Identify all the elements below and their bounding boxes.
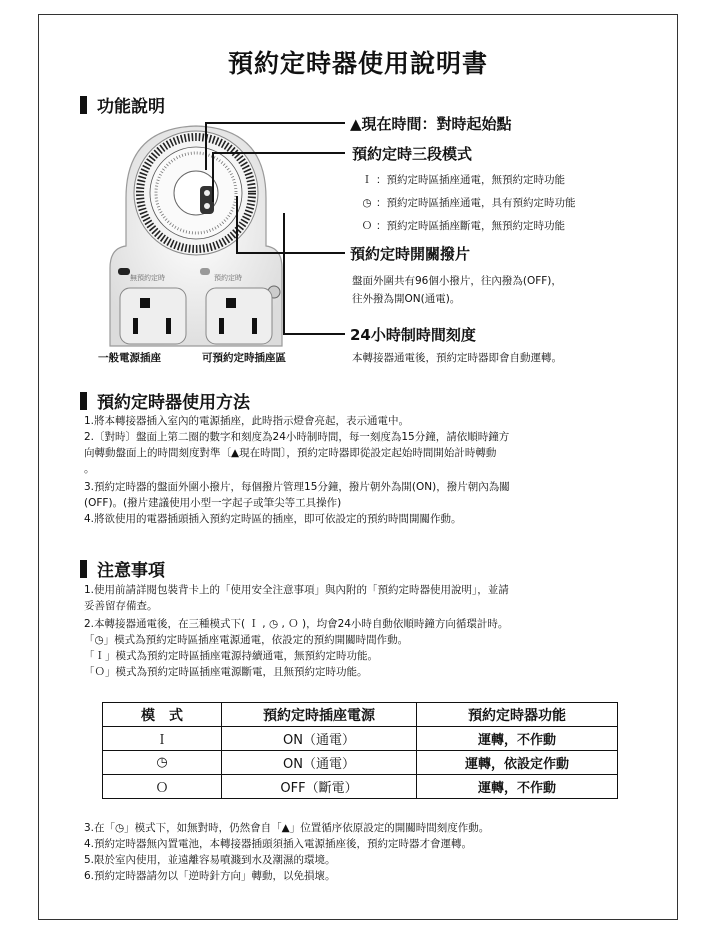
heading-bar [80, 96, 87, 114]
usage-line: 2.〔對時〕盤面上第二圈的數字和刻度為24小時制時間，每一刻度為15分鐘，請依順時鐘方 [84, 431, 510, 443]
usage-text [84, 413, 510, 527]
mode-i-symbol: Ｉ [361, 174, 373, 186]
switch-line-1: 盤面外圍共有96個小撥片，往內撥為(OFF)， [352, 275, 562, 287]
scale-callout: 24小時制時間刻度 [350, 326, 476, 344]
three-modes-callout: 預約定時三段模式 [352, 145, 473, 163]
regular-socket-caption: 一般電源插座 [98, 352, 161, 364]
table-row [103, 727, 618, 751]
mode-timer-symbol: ◷ [362, 197, 372, 209]
section-usage-heading [80, 388, 250, 413]
usage-line: 1.將本轉接器插入室內的電源插座，此時指示燈會亮起，表示通電中。 [84, 415, 410, 427]
notes-text [84, 582, 509, 680]
switch-line-2: 往外撥為開ON(通電)。 [352, 293, 461, 305]
note-line: 3.在「◷」模式下，如無對時，仍然會自「▲」位置循序依原設定的開關時間刻度作動。 [84, 822, 490, 834]
usage-line: 4.將欲使用的電器插頭插入預約定時區的插座，即可依設定的預約時間開關作動。 [84, 513, 462, 525]
usage-line: 向轉動盤面上的時間刻度對準〔▲現在時間〕，預約定時器即從設定起始時間開始計時轉動 [84, 447, 497, 459]
section-features-heading [80, 92, 165, 117]
device-label-right: 預約定時 [214, 274, 242, 282]
section-notes-heading [80, 556, 165, 581]
leader-line [212, 152, 345, 154]
table-cell-power: OFF（斷電） [222, 775, 417, 799]
section-usage-title: 預約定時器使用方法 [97, 393, 250, 413]
table-cell-mode: ◷ [103, 751, 222, 775]
note-line: 2.本轉接器通電後，在三種模式下( Ｉ , ◷ , Ｏ )，均會24小時自動依順時鐘方向循環計時。 [84, 618, 509, 630]
mode-line-o [358, 218, 565, 233]
leader-line [236, 252, 345, 254]
mode-line-timer [358, 195, 576, 210]
leader-line [212, 152, 214, 202]
note-line: 6.預約定時器請勿以「逆時針方向」轉動，以免損壞。 [84, 870, 336, 882]
page-title: 預約定時器使用說明書 [227, 49, 488, 78]
table-cell-function: 運轉，依設定作動 [417, 751, 618, 775]
table-cell-function: 運轉，不作動 [417, 775, 618, 799]
table-header: 預約定時器功能 [417, 703, 618, 727]
table-header: 模 式 [103, 703, 222, 727]
table-cell-mode: Ｏ [103, 775, 222, 799]
table-header: 預約定時插座電源 [222, 703, 417, 727]
table-cell-mode: Ｉ [103, 727, 222, 751]
table-header-row [103, 703, 618, 727]
switch-callout: 預約定時開關撥片 [350, 245, 471, 263]
note-line: 1.使用前請詳閱包裝背卡上的「使用安全注意事項」與內附的「預約定時器使用說明」，並請 [84, 584, 509, 596]
heading-bar [80, 392, 87, 410]
table-cell-power: ON（通電） [222, 727, 417, 751]
device-label-left: 無預約定時 [130, 274, 165, 282]
mode-table [102, 702, 618, 799]
leader-line [283, 213, 285, 334]
section-features-title: 功能說明 [97, 97, 165, 117]
leader-line [283, 333, 345, 335]
usage-line: 。 [84, 463, 95, 475]
current-time-callout: ▲現在時間：對時起始點 [350, 115, 512, 133]
leader-line [205, 122, 207, 170]
section-notes-title: 注意事項 [97, 561, 165, 581]
usage-line: 3.預約定時器的盤面外圍小撥片，每個撥片管理15分鐘，撥片朝外為開(ON)，撥片朝內為關 [84, 481, 510, 493]
note-line: 妥善留存備查。 [84, 600, 158, 612]
mode-o-symbol: Ｏ [361, 220, 373, 232]
table-row [103, 751, 618, 775]
note-line: 「Ｉ」模式為預約定時區插座電源持續通電，無預約定時功能。 [84, 650, 378, 662]
mode-timer-text: ：預約定時區插座通電，具有預約定時功能 [376, 197, 576, 209]
leader-line [236, 196, 238, 253]
table-row [103, 775, 618, 799]
heading-bar [80, 560, 87, 578]
usage-line: (OFF)。(撥片建議使用小型一字起子或筆尖等工具操作) [84, 497, 342, 509]
final-notes-text [84, 820, 489, 884]
note-line: 4.預約定時器無內置電池，本轉接器插頭須插入電源插座後，預約定時器才會運轉。 [84, 838, 473, 850]
scale-line: 本轉接器通電後，預約定時器即會自動運轉。 [352, 352, 562, 364]
timer-socket-caption: 可預約定時插座區 [202, 352, 286, 364]
mode-i-text: ：預約定時區插座通電，無預約定時功能 [376, 174, 565, 186]
mode-line-i [358, 172, 565, 187]
leader-line [205, 122, 345, 124]
note-line: 「Ｏ」模式為預約定時區插座電源斷電，且無預約定時功能。 [84, 666, 368, 678]
mode-o-text: ：預約定時區插座斷電，無預約定時功能 [376, 220, 565, 232]
note-line: 5.限於室內使用，並遠離容易噴濺到水及潮濕的環境。 [84, 854, 336, 866]
note-line: 「◷」模式為預約定時區插座電源通電，依設定的預約開關時間作動。 [84, 634, 409, 646]
table-cell-power: ON（通電） [222, 751, 417, 775]
table-cell-function: 運轉，不作動 [417, 727, 618, 751]
